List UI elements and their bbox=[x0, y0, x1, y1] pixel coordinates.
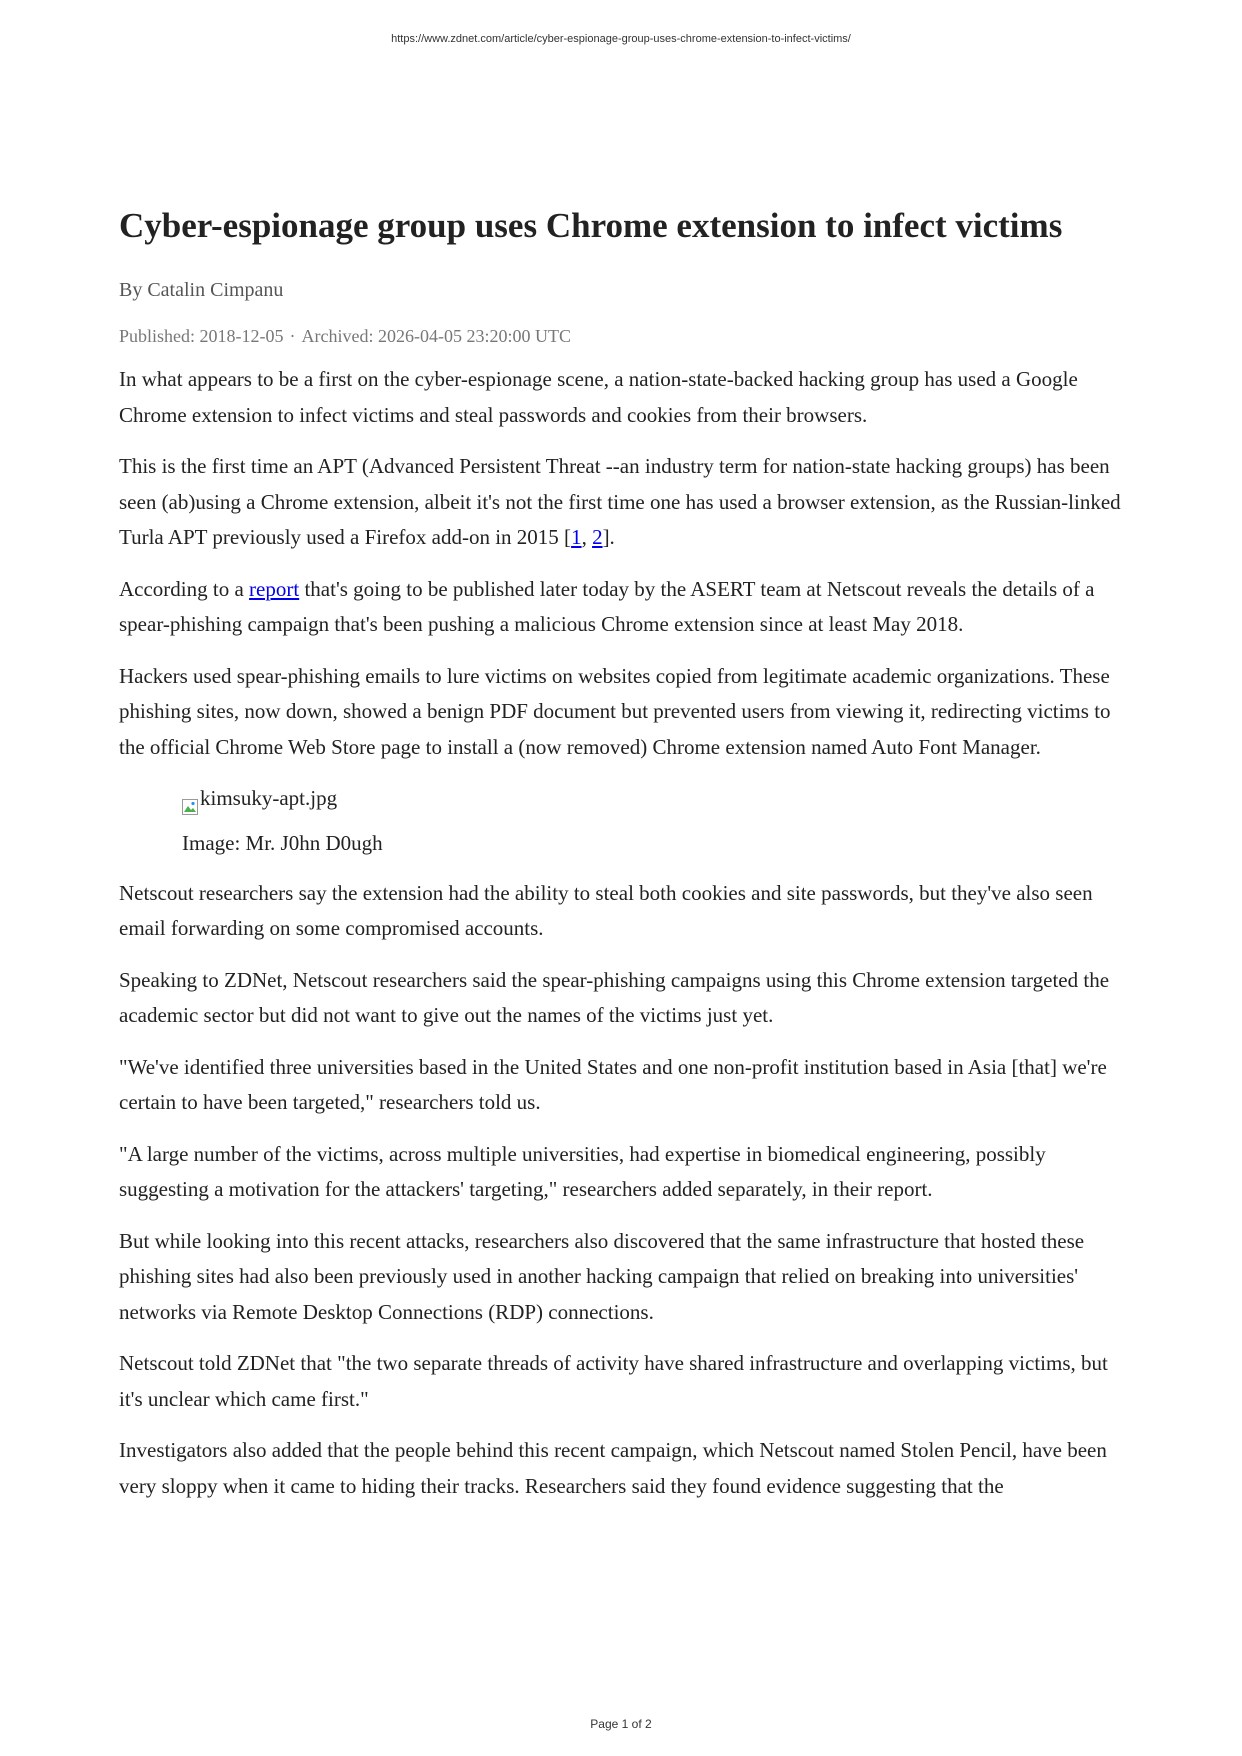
article-byline: By Catalin Cimpanu bbox=[119, 279, 284, 301]
paragraph: Speaking to ZDNet, Netscout researchers said the spear-phishing campaigns using this Chrome extension targeted the academic sector but did not want to give out the names of the victims just yet. bbox=[119, 967, 1110, 1027]
broken-image-icon bbox=[182, 791, 198, 807]
archived-date: Archived: 2026-04-05 23:20:00 UTC bbox=[301, 326, 571, 346]
reference-link-2[interactable]: 2 bbox=[592, 525, 603, 549]
paragraph: "A large number of the victims, across multiple universities, had expertise in biomedical engineering, possibly suggesting a motivation for the attackers' targeting," researchers added separately, in their report. bbox=[119, 1141, 1046, 1201]
paragraph bbox=[119, 572, 1129, 643]
paragraph-text: , bbox=[581, 525, 593, 549]
paragraph-text: that's going to be published later today by the ASERT team at Netscout reveals the details of a spear-phishing campaign that's been pushing a malicious Chrome extension since at least May 2018. bbox=[119, 576, 1095, 636]
paragraph-text: This is the first time an APT (Advanced Persistent Threat --an industry term for nation-state hacking groups) has been seen (ab)using a Chrome extension, albeit it's not the first time one has used a browser extension, as the Russian-linked Turla APT previously used a Firefox add-on in 2015 [ bbox=[119, 454, 1121, 549]
paragraph: In what appears to be a first on the cyber-espionage scene, a nation-state-backed hacking group has used a Google Chrome extension to infect victims and steal passwords and cookies from their browsers. bbox=[119, 367, 1078, 427]
paragraph: Netscout told ZDNet that "the two separate threads of activity have shared infrastructure and overlapping victims, but it's unclear which came first." bbox=[119, 1351, 1108, 1411]
print-header-url: https://www.zdnet.com/article/cyber-espionage-group-uses-chrome-extension-to-infect-victims/ bbox=[391, 33, 851, 45]
article-title: Cyber-espionage group uses Chrome extension to infect victims bbox=[119, 206, 1063, 245]
article-body bbox=[119, 362, 1129, 1504]
image-caption: Image: Mr. J0hn D0ugh bbox=[182, 830, 383, 855]
paragraph bbox=[119, 449, 1129, 556]
paragraph: "We've identified three universities based in the United States and one non-profit institution based in Asia [that] we're certain to have been targeted," researchers told us. bbox=[119, 1054, 1107, 1114]
meta-separator: · bbox=[289, 326, 296, 346]
paragraph: Investigators also added that the people behind this recent campaign, which Netscout named Stolen Pencil, have been very sloppy when it came to hiding their tracks. Researchers said they found evidence suggesting that the bbox=[119, 1438, 1107, 1498]
article bbox=[119, 205, 1129, 1520]
published-date: Published: 2018-12-05 bbox=[119, 326, 284, 346]
paragraph: But while looking into this recent attacks, researchers also discovered that the same infrastructure that hosted these phishing sites had also been previously used in another hacking campaign that relied on breaking into universities' networks via Remote Desktop Connections (RDP) connections. bbox=[119, 1228, 1085, 1324]
broken-image bbox=[182, 781, 337, 816]
article-figure bbox=[182, 781, 1129, 861]
report-link[interactable]: report bbox=[249, 576, 300, 601]
article-meta bbox=[119, 324, 1129, 348]
paragraph: Hackers used spear-phishing emails to lure victims on websites copied from legitimate academic organizations. These phishing sites, now down, showed a benign PDF document but prevented users from viewing it, redirecting victims to the official Chrome Web Store page to install a (now removed) Chrome extension named Auto Font Manager. bbox=[119, 663, 1111, 759]
paragraph-text: According to a bbox=[119, 576, 250, 601]
paragraph: Netscout researchers say the extension had the ability to steal both cookies and site passwords, but they've also seen email forwarding on some compromised accounts. bbox=[119, 880, 1093, 940]
image-alt-text: kimsuky-apt.jpg bbox=[200, 786, 338, 810]
reference-link-1[interactable]: 1 bbox=[571, 525, 582, 549]
page-number: Page 1 of 2 bbox=[590, 1717, 652, 1731]
paragraph-text: ]. bbox=[602, 525, 615, 549]
